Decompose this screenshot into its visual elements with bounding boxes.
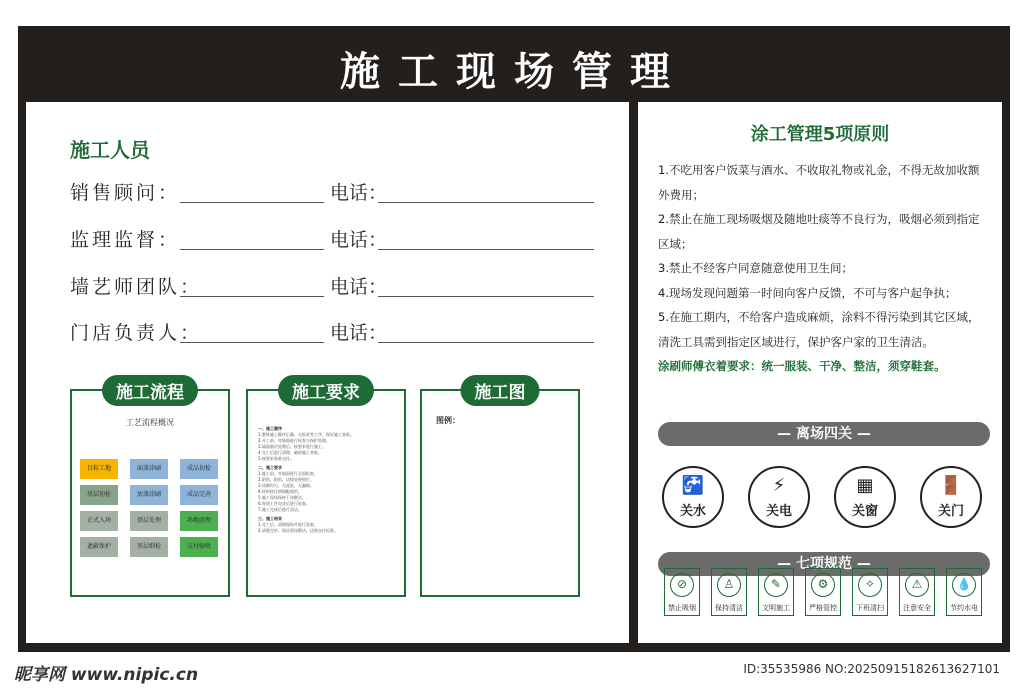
flow-box-title: 施工流程	[102, 375, 198, 406]
staff-label: 销售顾问：	[70, 182, 181, 204]
drawing-legend-label: 图例：	[436, 416, 460, 425]
footer	[0, 652, 1024, 697]
requirements-line: 1.施工前，对墙面进行全面检查。	[258, 471, 318, 476]
broom-icon: ✧	[858, 573, 882, 597]
leave-item-water	[662, 466, 724, 528]
principle-item: 5.在施工期内，不给客户造成麻烦，涂料不得污染到其它区域，清洗工具需到指定区域进行，保护客户家的卫生清洁。	[658, 310, 980, 349]
requirements-heading: 一、施工顺序	[258, 426, 282, 431]
requirements-line: 2.开工前，对墙面进行检查与保护处理。	[258, 438, 330, 443]
norm-label: 文明施工	[762, 604, 790, 612]
leave-item-label: 关窗	[851, 504, 878, 519]
staff-row-store-manager	[70, 318, 610, 346]
principle-item: 1.不吃用客户饭菜与酒水、不收取礼物或礼金，不得无故加收额外费用；	[658, 163, 980, 202]
flow-step: 基层处理	[130, 511, 168, 531]
flow-step: 遮蔽保护	[80, 537, 118, 557]
flow-step: 场地清理	[180, 511, 218, 531]
principle-item: 4.现场发现问题第一时间向客户反馈，不可与客户起争执；	[658, 285, 957, 300]
phone-label: 电话：	[330, 229, 388, 251]
gear-icon: ⚙	[811, 573, 835, 597]
phone-blank-line	[378, 249, 594, 250]
requirements-line: 2.阴角、阳角、边线处理到位。	[258, 477, 314, 482]
requirements-line: 2.清理完毕，保证现场整洁，达到交付标准。	[258, 528, 338, 533]
flow-step: 基层细检	[130, 537, 168, 557]
requirements-line: 4.材料按比例调配使用。	[258, 489, 302, 494]
phone-label: 电话：	[330, 182, 388, 204]
requirements-text	[258, 423, 398, 534]
requirements-line: 1.整体施工顺序正确，无拆改等工序，保证施工效果。	[258, 432, 354, 437]
requirements-line: 6.每道工序完成后进行检查。	[258, 501, 310, 506]
requirements-line: 4.完工后进行清理，确保施工效果。	[258, 450, 322, 455]
staff-section-title: 施工人员	[70, 138, 150, 162]
flow-step: 交付验收	[180, 537, 218, 557]
no-smoking-icon: ⊘	[670, 573, 694, 597]
norm-label: 下班清扫	[856, 604, 884, 612]
flow-subtitle: 工艺流程概况	[126, 418, 174, 427]
leave-item-door	[920, 466, 982, 528]
requirements-heading: 二、施工要求	[258, 465, 282, 470]
norm-label: 节约水电	[950, 604, 978, 612]
phone-label: 电话：	[330, 322, 388, 344]
flow-step: 正式入场	[80, 511, 118, 531]
principles-title: 涂工管理5项原则	[750, 124, 890, 145]
left-panel	[26, 102, 629, 643]
requirements-box-title: 施工要求	[278, 375, 374, 406]
norm-no-smoking	[664, 568, 700, 616]
name-blank-line	[180, 202, 324, 203]
flow-step: 底漆涂刷	[130, 485, 168, 505]
principles-list	[658, 158, 990, 379]
page-title: 施工现场管理	[340, 49, 688, 95]
dress-requirement: 涂刷师傅衣着要求：统一服装、干净、整洁，须穿鞋套。	[658, 359, 946, 373]
flow-step: 面漆涂刷	[130, 459, 168, 479]
requirements-line: 3.墙面基层处理后，按要求进行施工。	[258, 444, 326, 449]
wrench-icon: ✎	[764, 573, 788, 597]
norm-safety	[899, 568, 935, 616]
image-id: ID:35535986 NO:20250915182613627101	[743, 662, 1000, 676]
water-drop-icon: 💧	[952, 573, 976, 597]
principle-item: 3.禁止不经客户同意随意使用卫生间；	[658, 261, 853, 275]
cleaning-icon: ♙	[717, 573, 741, 597]
phone-blank-line	[378, 296, 594, 297]
drawing-box	[420, 383, 580, 597]
requirements-line: 3.涂刷均匀，无流坠、无漏刷。	[258, 483, 314, 488]
watermark-logo: 昵享网 www.nipic.cn	[14, 665, 199, 685]
requirements-heading: 三、施工结束	[258, 516, 282, 521]
flow-step: 目标工地	[80, 459, 118, 479]
warning-icon: ⚠	[905, 573, 929, 597]
staff-label: 墙艺师团队：	[70, 276, 203, 298]
drawing-box-title: 施工图	[461, 375, 540, 406]
lightning-icon: ⚡	[772, 475, 786, 496]
phone-label: 电话：	[330, 276, 388, 298]
window-icon: ▦	[856, 475, 874, 496]
staff-row-team	[70, 272, 610, 300]
staff-row-supervisor	[70, 225, 610, 253]
name-blank-line	[180, 296, 324, 297]
staff-label: 监理监督：	[70, 229, 181, 251]
requirements-line: 5.施工现场保持干净整洁。	[258, 495, 306, 500]
norm-cleanup	[852, 568, 888, 616]
norm-label: 严格管控	[809, 604, 837, 612]
norm-label: 禁止吸烟	[668, 604, 696, 612]
requirements-line: 1.完工后，清理现场并进行验收。	[258, 522, 318, 527]
phone-blank-line	[378, 342, 594, 343]
norm-civil-construction	[758, 568, 794, 616]
flow-step: 成品完善	[180, 485, 218, 505]
norm-save-utilities	[946, 568, 982, 616]
door-icon: 🚪	[939, 475, 963, 496]
norm-label: 注意安全	[903, 604, 931, 612]
seven-norms-bar: — 七项规范 —	[658, 552, 990, 576]
flow-step: 成品初检	[180, 459, 218, 479]
phone-blank-line	[378, 202, 594, 203]
right-panel	[638, 102, 1002, 643]
leave-item-label: 关电	[765, 504, 792, 519]
leave-item-label: 关水	[679, 504, 706, 519]
board-frame	[18, 26, 1010, 652]
norm-strict-control	[805, 568, 841, 616]
leave-item-label: 关门	[937, 504, 964, 519]
leave-item-window	[834, 466, 896, 528]
name-blank-line	[180, 342, 324, 343]
norm-cleaning	[711, 568, 747, 616]
leave-item-power	[748, 466, 810, 528]
requirements-box	[246, 383, 406, 597]
staff-label: 门店负责人：	[70, 322, 203, 344]
flow-box	[70, 383, 230, 597]
norm-label: 保持清洁	[715, 604, 743, 612]
principle-item: 2.禁止在施工现场吸烟及随地吐痰等不良行为，吸烟必须到指定区域；	[658, 212, 980, 251]
flow-step: 基层初检	[80, 485, 118, 505]
staff-row-sales	[70, 178, 610, 206]
requirements-line: 7.施工完成后进行清洁。	[258, 507, 302, 512]
name-blank-line	[180, 249, 324, 250]
faucet-icon: 🚰	[681, 475, 705, 496]
leave-checks-bar: — 离场四关 —	[658, 422, 990, 446]
requirements-line: 5.按要求验收交付。	[258, 456, 294, 461]
